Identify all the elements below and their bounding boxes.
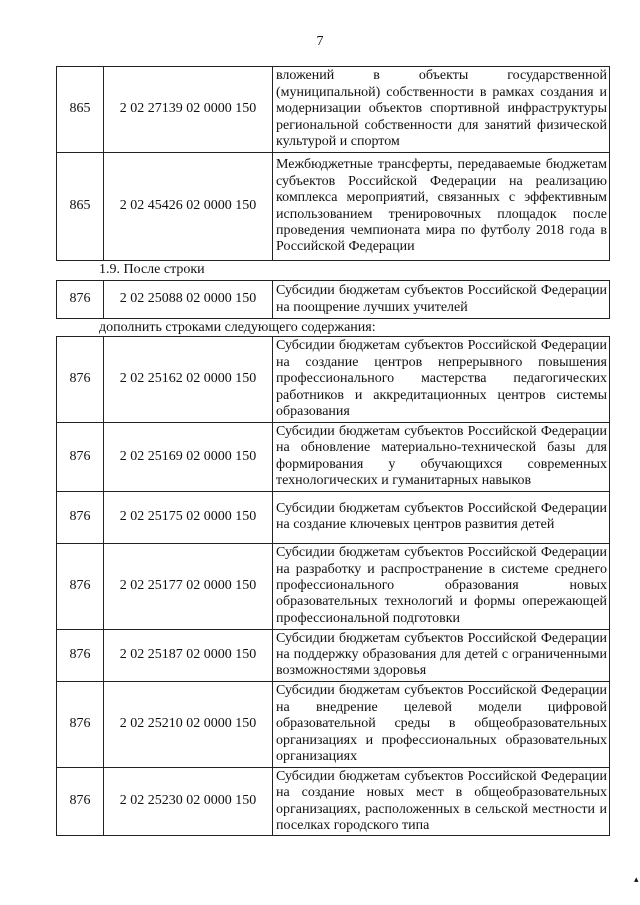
amendment-instruction: 1.9. После строки [99, 262, 205, 277]
budget-code-cell: 2 02 25175 02 0000 150 [104, 491, 273, 543]
description-cell: Субсидии бюджетам субъектов Российской Федерации на обновление материально-технической базы для формирования у обучающихся современных технологических и гуманитарных навыков [273, 423, 610, 492]
budget-code-cell: 2 02 25210 02 0000 150 [104, 681, 273, 767]
admin-code-cell: 876 [57, 767, 104, 836]
admin-code-cell: 876 [57, 681, 104, 767]
revenue-table-top [56, 66, 610, 261]
budget-code-cell: 2 02 25177 02 0000 150 [104, 543, 273, 629]
revenue-table-added [56, 336, 610, 836]
budget-code-cell: 2 02 25169 02 0000 150 [104, 423, 273, 492]
admin-code-cell: 876 [57, 629, 104, 681]
admin-code-cell: 876 [57, 337, 104, 423]
budget-code-cell: 2 02 25230 02 0000 150 [104, 767, 273, 836]
scan-mark: ▴ [634, 874, 639, 884]
table-row [57, 629, 610, 681]
revenue-table-reference [56, 280, 610, 319]
admin-code-cell: 876 [57, 281, 104, 319]
description-cell: Субсидии бюджетам субъектов Российской Федерации на поддержку образования для детей с ограниченными возможностями здоровья [273, 629, 610, 681]
admin-code-cell: 876 [57, 423, 104, 492]
budget-code-cell: 2 02 27139 02 0000 150 [104, 67, 273, 153]
amendment-instruction: дополнить строками следующего содержания: [99, 320, 376, 335]
table-row [57, 67, 610, 153]
admin-code-cell: 876 [57, 543, 104, 629]
description-cell: Субсидии бюджетам субъектов Российской Федерации на разработку и распространение в системе среднего профессионального образования новых образовательных технологий и формы опережающей профессиональной подготовки [273, 543, 610, 629]
table-row [57, 543, 610, 629]
budget-code-cell: 2 02 25162 02 0000 150 [104, 337, 273, 423]
table-row [57, 281, 610, 319]
description-cell: Субсидии бюджетам субъектов Российской Федерации на создание центров непрерывного повышения профессионального мастерства педагогических работников и аккредитационных центров системы образования [273, 337, 610, 423]
description-cell: Субсидии бюджетам субъектов Российской Федерации на внедрение целевой модели цифровой образовательной среды в общеобразовательных организациях и профессиональных образовательных организациях [273, 681, 610, 767]
description-cell: вложений в объекты государственной (муниципальной) собственности в рамках создания и модернизации объектов спортивной инфраструктуры региональной собственности для занятий физической культурой и спортом [273, 67, 610, 153]
table-row [57, 337, 610, 423]
table-row [57, 153, 610, 261]
table-row [57, 767, 610, 836]
description-cell: Межбюджетные трансферты, передаваемые бюджетам субъектов Российской Федерации на реализацию комплекса мероприятий, связанных с эффективным использованием тренировочных площадок после проведения чемпионата мира по футболу 2018 года в Российской Федерации [273, 153, 610, 261]
table-row [57, 681, 610, 767]
table-row [57, 423, 610, 492]
admin-code-cell: 865 [57, 153, 104, 261]
admin-code-cell: 876 [57, 491, 104, 543]
description-cell: Субсидии бюджетам субъектов Российской Федерации на создание ключевых центров развития детей [273, 491, 610, 543]
budget-code-cell: 2 02 25187 02 0000 150 [104, 629, 273, 681]
admin-code-cell: 865 [57, 67, 104, 153]
description-cell: Субсидии бюджетам субъектов Российской Федерации на создание новых мест в общеобразовательных организациях, расположенных в сельской местности и поселках городского типа [273, 767, 610, 836]
budget-code-cell: 2 02 25088 02 0000 150 [104, 281, 273, 319]
page-number: 7 [316, 34, 324, 49]
table-row [57, 491, 610, 543]
description-cell: Субсидии бюджетам субъектов Российской Федерации на поощрение лучших учителей [273, 281, 610, 319]
budget-code-cell: 2 02 45426 02 0000 150 [104, 153, 273, 261]
